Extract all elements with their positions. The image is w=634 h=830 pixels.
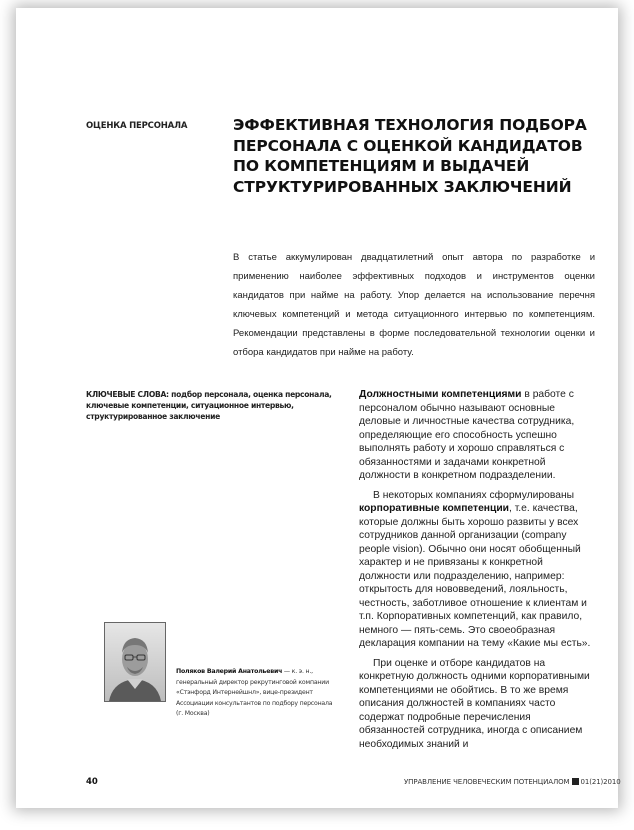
article-body [359,388,597,757]
paragraph-text: При оценке и отборе кандидатов на конкретную должность одними корпоративными компетенциями не обойтись. В то же время описания должностей в компаниях часто содержат подробные перечисления обязанностей сотрудника, иногда с описанием необходимых знаний и [359,657,590,750]
page-number: 40 [86,777,98,787]
portrait-image [105,623,165,701]
title-line: ПО КОМПЕТЕНЦИЯМ И ВЫДАЧЕЙ [233,157,530,175]
paragraph-text: , т.е. качества, которые должны быть хорошо развиты у всех сотрудников данной организации (company people vision). Обычно они носят обобщенный характер и не привязаны к конкретной должности или подразделению, например: открытость для нововведений, лояльность, честность, заботливое отношение к клиентам и т.п. Корпоративных компетенций, как правило, немного — пять-семь. Это своеобразная декларация компании на тему «Какие мы есть». [359,503,591,649]
journal-page [16,8,621,808]
author-name: Поляков Валерий Анатольевич [176,668,283,675]
body-paragraph [359,657,597,752]
title-line: ПЕРСОНАЛА С ОЦЕНКОЙ КАНДИДАТОВ [233,136,583,155]
paragraph-text: в работе с персоналом обычно называют основные деловые и личностные качества сотрудника, определяющие его способность успешно выполнять работу и хорошо справляться с обязанностями и задачами конкретной должности в конкретном подразделении. [359,389,575,481]
term-bold: корпоративные компетенции [359,503,510,514]
title-line: СТРУКТУРИРОВАННЫХ ЗАКЛЮЧЕНИЙ [233,177,572,196]
author-info [176,667,336,720]
body-paragraph [359,489,597,651]
square-separator-icon [572,778,579,785]
term-bold: Должностными компетенциями [359,389,522,400]
journal-footer [404,778,621,786]
journal-issue: 01(21)2010 [580,778,621,786]
journal-name: УПРАВЛЕНИЕ ЧЕЛОВЕЧЕСКИМ ПОТЕНЦИАЛОМ [404,778,570,786]
body-paragraph [359,388,597,483]
keywords: КЛЮЧЕВЫЕ СЛОВА: подбор персонала, оценка персонала, ключевые компетенции, ситуационное интервью, структурированное заключение [86,390,332,421]
section-label: ОЦЕНКА ПЕРСОНАЛА [86,121,188,131]
author-photo [104,622,166,702]
paragraph-text: В некоторых компаниях сформулированы [373,489,575,501]
article-abstract: В статье аккумулирован двадцатилетний опыт автора по разработке и применению наиболее эффективных подходов и инструментов оценки кандидатов при найме на работу. Упор делается на использование перечня ключевых компетенций и метода ситуационного интервью по компетенциям. Рекомендации представлены в форме последовательной технологии оценки и отбора кандидатов при найме на работу. [233,252,595,358]
author-details: — к. э. н., генеральный директор рекрутинговой компании «Стэнфорд Интернейшнл», вице-президент Ассоциации консультантов по подбору персонала (г. Москва) [176,668,333,717]
article-title [233,115,603,197]
title-line: ЭФФЕКТИВНАЯ ТЕХНОЛОГИЯ ПОДБОРА [233,116,587,134]
